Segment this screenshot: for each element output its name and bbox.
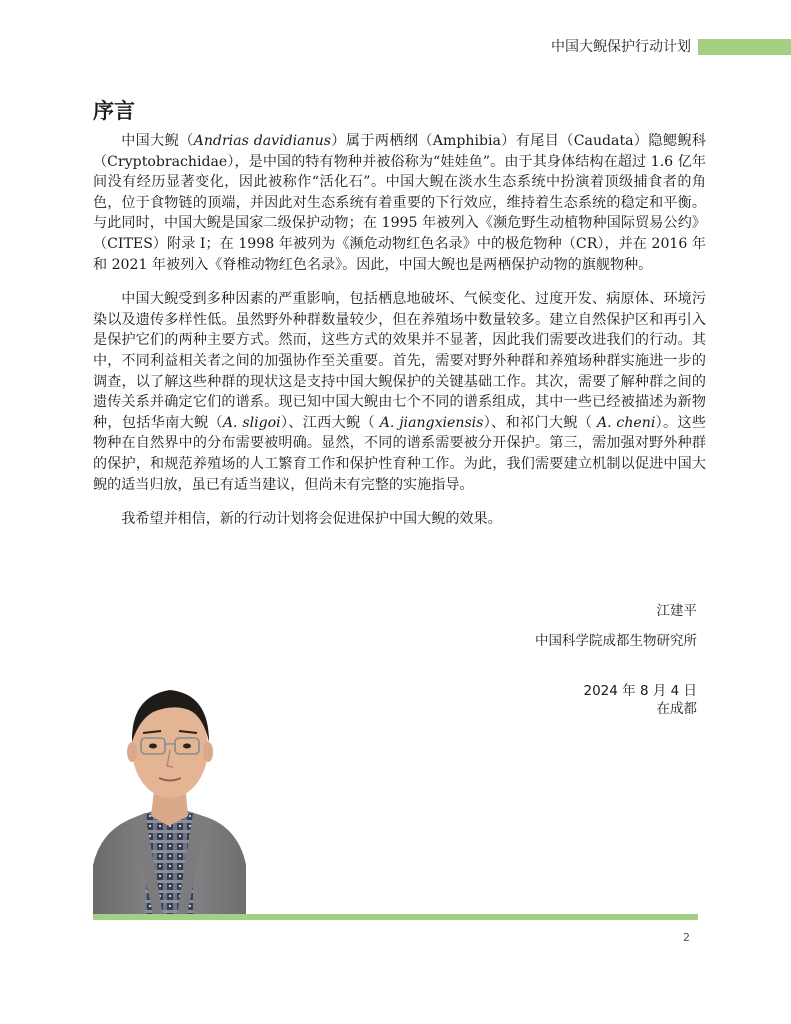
header-accent-bar bbox=[698, 39, 791, 55]
page-number: 2 bbox=[683, 931, 690, 944]
signature-name: 江建平 bbox=[656, 603, 697, 619]
signature-place: 在成都 bbox=[656, 701, 697, 717]
p2-text-1: 中国大鲵受到多种因素的严重影响，包括栖息地破坏、气候变化、过度开发、病原体、环境污染以及遗传多样性低。虽然野外种群数量较少，但在养殖场中数量较多。建立自然保护区和再引入是保护它们的两种主要方式。然而，这些方式的效果并不显著，因此我们需要改进我们的行动。其中，不同利益相关者之间的加强协作至关重要。首先，需要对野外种群和养殖场种群实施进一步的调查，以了解这些种群的现状这是支持中国大鲵保护的关键基础工作。其次，需要了解种群之间的遗传关系并确定它们的谱系。现已知中国大鲵由七个不同的谱系组成，其中一些已经被描述为新物种，包括华南大鲵（ bbox=[93, 291, 706, 431]
paragraph-3: 我希望并相信，新的行动计划将会促进保护中国大鲵的效果。 bbox=[121, 511, 502, 528]
paragraph-2 bbox=[93, 289, 706, 495]
p1-species-name: Andrias davidianus bbox=[193, 133, 331, 149]
p2-species-cheni: A. cheni bbox=[596, 414, 656, 431]
page-title: 序言 bbox=[93, 99, 135, 123]
p2-text-4: ）。这些物种在自然界中的分布需要被明确。显然，不同的谱系需要被分开保护。第三，需加强对野外种群的保护，和规范养殖场的人工繁育工作和保护性育种工作。为此，我们需要建立机制以促进中国大鲵的适当归放，虽已有适当建议，但尚未有完整的实施指导。 bbox=[93, 414, 706, 493]
p2-species-sligoi: A. sligoi bbox=[222, 414, 281, 431]
p1-text-2: ）属于两栖纲（Amphibia）有尾目（Caudata）隐鳃鲵科（Cryptobrachidae），是中国的特有物种并被俗称为“娃娃鱼”。由于其身体结构在超过 1.6 亿年间没有经历显著变化，因此被称作“活化石”。中国大鲵在淡水生态系统中扮演着顶级捕食者的角色，位于食物链的顶端，并因此对生态系统有着重要的下行效应，维持着生态系统的稳定和平衡。与此同时，中国大鲵是国家二级保护动物；在 1995 年被列入《濒危野生动植物种国际贸易公约》（CITES）附录 I；在 1998 年被列为《濒危动物红色名录》中的极危物种（CR），并在 2016 年和 2021 年被列入《脊椎动物红色名录》。因此，中国大鲵也是两栖保护动物的旗舰物种。 bbox=[93, 133, 706, 273]
signature-organization: 中国科学院成都生物研究所 bbox=[535, 633, 697, 649]
p2-species-jiangxiensis: A. jiangxiensis bbox=[379, 414, 484, 431]
preface-body bbox=[93, 131, 706, 544]
p1-text-1: 中国大鲵（ bbox=[121, 133, 194, 149]
author-portrait bbox=[93, 660, 246, 915]
running-header-title: 中国大鲵保护行动计划 bbox=[551, 39, 691, 55]
signature-date: 2024 年 8 月 4 日 bbox=[583, 683, 697, 699]
footer-accent-bar bbox=[93, 914, 698, 920]
paragraph-1 bbox=[93, 131, 706, 275]
p2-text-3: ）、和祁门大鲵（ bbox=[483, 414, 597, 431]
p2-text-2: ）、江西大鲵（ bbox=[280, 414, 380, 431]
